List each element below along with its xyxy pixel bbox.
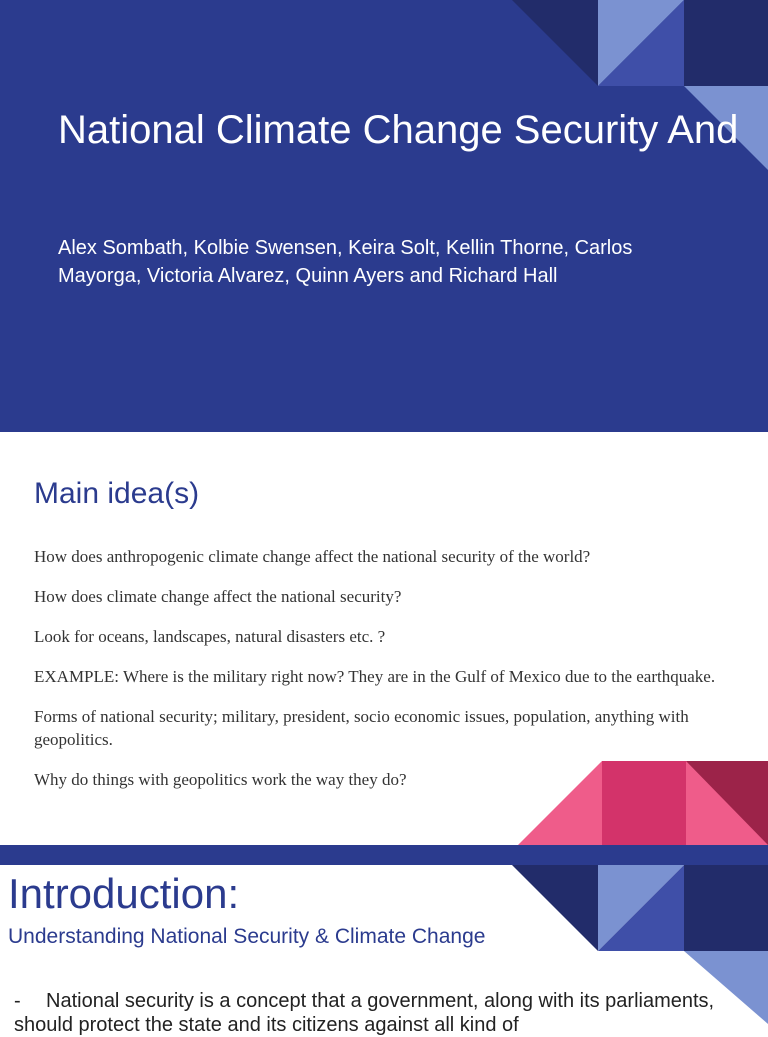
main-idea-item: EXAMPLE: Where is the military right now? They are in the Gulf of Mexico due to the earthquake. bbox=[34, 667, 716, 686]
presentation-title: National Climate Change Security And bbox=[58, 108, 739, 152]
main-idea-item: Look for oceans, landscapes, natural disasters etc. ? bbox=[34, 627, 386, 646]
bullet-marker: - bbox=[14, 990, 21, 1012]
introduction-heading: Introduction: bbox=[8, 870, 240, 917]
deco-dark-square bbox=[684, 865, 768, 951]
deco-dark-triangle bbox=[512, 0, 598, 86]
main-ideas-heading: Main idea(s) bbox=[34, 477, 200, 510]
introduction-subtitle: Understanding National Security & Climate Change bbox=[8, 925, 486, 948]
main-idea-item: Why do things with geopolitics work the way they do? bbox=[34, 770, 407, 789]
slide-gap bbox=[0, 432, 768, 444]
presentation-authors: Alex Sombath, Kolbie Swensen, Keira Solt, Kellin Thorne, Carlos Mayorga, Victoria Alvarez, Quinn Ayers and Richard Hall bbox=[58, 237, 633, 287]
slide-divider-band bbox=[0, 845, 768, 865]
bullet-text: National security is a concept that a government, along with its parliaments, should protect the state and its citizens against all kind of bbox=[14, 990, 715, 1036]
introduction-bullet bbox=[14, 989, 734, 1037]
main-idea-item: Forms of national security; military, president, socio economic issues, population, anything with geopolitics. bbox=[34, 707, 689, 749]
main-ideas-list bbox=[34, 545, 724, 808]
main-idea-item: How does climate change affect the national security? bbox=[34, 587, 402, 606]
title-slide bbox=[0, 0, 768, 432]
deco-dark-square bbox=[684, 0, 768, 86]
title-slide-decoration bbox=[0, 0, 768, 432]
introduction-slide bbox=[0, 865, 768, 1036]
deco-dark-triangle bbox=[512, 865, 598, 951]
main-ideas-slide bbox=[0, 444, 768, 845]
main-idea-item: How does anthropogenic climate change affect the national security of the world? bbox=[34, 547, 591, 566]
